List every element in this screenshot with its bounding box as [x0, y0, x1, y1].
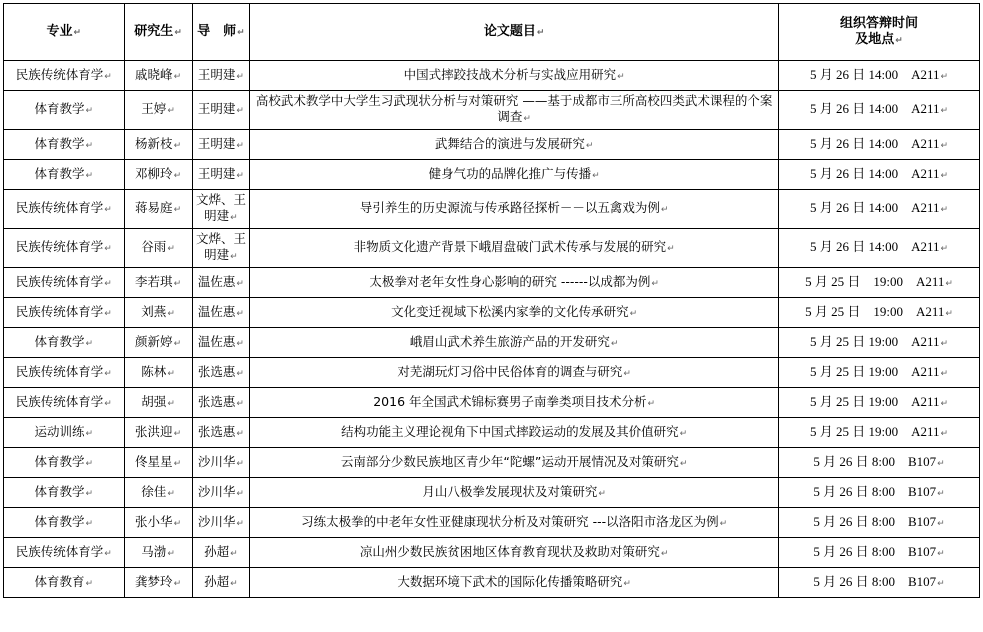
- time-location-cell: 5 月 26 日 14:00 A211↵: [779, 130, 980, 160]
- advisor-cell: 孙超↵: [192, 538, 250, 568]
- table-row: [4, 388, 980, 418]
- title-cell: 高校武术教学中大学生习武现状分析与对策研究 ——基于成都市三所高校四类武术课程的个案调查↵: [250, 91, 779, 130]
- title-cell: 峨眉山武术养生旅游产品的开发研究↵: [250, 328, 779, 358]
- student-text: 胡强: [141, 393, 167, 409]
- title-text: 结构功能主义理论视角下中国式摔跤运动的发展及其价值研究: [341, 423, 679, 439]
- advisor-cell: 孙超↵: [192, 568, 250, 598]
- advisor-cell: 王明建↵: [192, 130, 250, 160]
- title-text: 云南部分少数民族地区青少年“陀螺”运动开展情况及对策研究: [340, 453, 679, 469]
- table-body: [4, 61, 980, 598]
- title-cell: 非物质文化遗产背景下峨眉盘破门武术传承与发展的研究↵: [250, 229, 779, 268]
- title-cell: 2016 年全国武术锦标赛男子南拳类项目技术分析↵: [250, 388, 779, 418]
- time-location-cell: 5 月 26 日 8:00 B107↵: [779, 478, 980, 508]
- advisor-text: 王明建: [197, 66, 236, 82]
- major-cell: 体育教学↵: [4, 160, 125, 190]
- major-text: 体育教育: [34, 573, 85, 589]
- title-text: 2016 年全国武术锦标赛男子南拳类项目技术分析: [373, 393, 647, 409]
- title-cell: 武舞结合的演进与发展研究↵: [250, 130, 779, 160]
- major-text: 民族传统体育学: [15, 200, 104, 215]
- table-row: [4, 538, 980, 568]
- time-location-cell: 5 月 25 日 19:00 A211↵: [779, 418, 980, 448]
- student-text: 张小华: [135, 513, 173, 529]
- advisor-text: 孙超: [204, 573, 230, 589]
- table-row: [4, 328, 980, 358]
- time-text: 5 月 26 日 14:00 A211: [809, 165, 940, 181]
- time-text: 5 月 25 日 19:00 A211: [805, 273, 945, 289]
- advisor-cell: 张选惠↵: [192, 388, 250, 418]
- time-text: 5 月 26 日 14:00 A211: [809, 239, 940, 254]
- time-location-cell: 5 月 26 日 8:00 B107↵: [779, 508, 980, 538]
- header-row: [4, 4, 980, 61]
- time-location-cell: 5 月 26 日 14:00 A211↵: [779, 160, 980, 190]
- student-text: 徐佳: [141, 483, 167, 499]
- time-text: 5 月 26 日 8:00 B107: [813, 483, 937, 499]
- advisor-cell: 王明建↵: [192, 91, 250, 130]
- table-row: [4, 418, 980, 448]
- table-row: [4, 130, 980, 160]
- major-text: 体育教学: [34, 135, 85, 151]
- major-text: 体育教学: [34, 101, 85, 116]
- time-location-cell: 5 月 25 日 19:00 A211↵: [779, 388, 980, 418]
- advisor-cell: 张选惠↵: [192, 418, 250, 448]
- title-text: 文化变迁视域下松溪内家拳的文化传承研究: [391, 303, 629, 319]
- table-row: [4, 568, 980, 598]
- time-location-cell: 5 月 25 日 19:00 A211↵: [779, 298, 980, 328]
- time-text: 5 月 26 日 14:00 A211: [809, 101, 940, 116]
- defense-schedule-table: [3, 3, 980, 598]
- student-cell: 戚晓峰↵: [124, 61, 192, 91]
- student-cell: 杨新枝↵: [124, 130, 192, 160]
- title-cell: 大数据环境下武术的国际化传播策略研究↵: [250, 568, 779, 598]
- title-text: 月山八极拳发展现状及对策研究: [422, 483, 598, 499]
- advisor-text: 孙超: [204, 543, 230, 559]
- major-cell: 体育教育↵: [4, 568, 125, 598]
- time-text: 5 月 25 日 19:00 A211: [809, 363, 940, 379]
- header-major: 专业↵: [4, 4, 125, 61]
- major-cell: 体育教学↵: [4, 328, 125, 358]
- title-cell: 中国式摔跤技战术分析与实战应用研究↵: [250, 61, 779, 91]
- time-text: 5 月 26 日 8:00 B107: [813, 513, 937, 529]
- title-cell: 结构功能主义理论视角下中国式摔跤运动的发展及其价值研究↵: [250, 418, 779, 448]
- student-text: 马渤: [141, 543, 167, 559]
- table-row: [4, 448, 980, 478]
- time-text: 5 月 26 日 14:00 A211: [809, 200, 940, 215]
- student-cell: 马渤↵: [124, 538, 192, 568]
- time-location-cell: 5 月 26 日 8:00 B107↵: [779, 568, 980, 598]
- advisor-cell: 沙川华↵: [192, 448, 250, 478]
- major-cell: 运动训练↵: [4, 418, 125, 448]
- title-cell: 导引养生的历史源流与传承路径探析－－以五禽戏为例↵: [250, 190, 779, 229]
- time-text: 5 月 26 日 8:00 B107: [813, 543, 937, 559]
- advisor-cell: 张选惠↵: [192, 358, 250, 388]
- advisor-text: 温佐惠: [197, 273, 236, 289]
- student-text: 蒋易庭: [135, 200, 173, 215]
- major-text: 民族传统体育学: [15, 66, 104, 82]
- title-cell: 习练太极拳的中老年女性亚健康现状分析及对策研究 ---以洛阳市洛龙区为例↵: [250, 508, 779, 538]
- title-text: 高校武术教学中大学生习武现状分析与对策研究 ——基于成都市三所高校四类武术课程的个案调查: [255, 93, 773, 124]
- title-cell: 云南部分少数民族地区青少年“陀螺”运动开展情况及对策研究↵: [250, 448, 779, 478]
- major-cell: 体育教学↵: [4, 448, 125, 478]
- student-text: 邓柳玲: [135, 165, 173, 181]
- major-cell: 民族传统体育学↵: [4, 298, 125, 328]
- student-text: 谷雨: [141, 239, 167, 254]
- student-cell: 蒋易庭↵: [124, 190, 192, 229]
- student-cell: 张洪迎↵: [124, 418, 192, 448]
- major-cell: 民族传统体育学↵: [4, 538, 125, 568]
- major-cell: 体育教学↵: [4, 508, 125, 538]
- major-cell: 民族传统体育学↵: [4, 268, 125, 298]
- student-cell: 谷雨↵: [124, 229, 192, 268]
- advisor-text: 王明建: [197, 135, 236, 151]
- major-cell: 体育教学↵: [4, 130, 125, 160]
- time-text: 5 月 26 日 14:00 A211: [809, 135, 940, 151]
- header-title: 论文题目↵: [250, 4, 779, 61]
- title-text: 武舞结合的演进与发展研究: [434, 135, 585, 151]
- advisor-text: 沙川华: [197, 513, 236, 529]
- major-text: 民族传统体育学: [15, 303, 104, 319]
- header-time-line1: 组织答辩时间: [839, 15, 918, 31]
- advisor-text: 文烨、王明建: [195, 231, 246, 262]
- time-location-cell: 5 月 25 日 19:00 A211↵: [779, 328, 980, 358]
- major-text: 民族传统体育学: [15, 239, 104, 254]
- student-cell: 刘燕↵: [124, 298, 192, 328]
- table-row: [4, 229, 980, 268]
- title-text: 凉山州少数民族贫困地区体育教育现状及救助对策研究: [359, 543, 660, 559]
- time-text: 5 月 26 日 14:00 A211: [809, 66, 940, 82]
- major-text: 民族传统体育学: [15, 543, 104, 559]
- advisor-text: 张选惠: [197, 393, 236, 409]
- major-text: 民族传统体育学: [15, 393, 104, 409]
- time-text: 5 月 26 日 8:00 B107: [813, 453, 937, 469]
- advisor-cell: 温佐惠↵: [192, 298, 250, 328]
- advisor-cell: 王明建↵: [192, 61, 250, 91]
- major-text: 体育教学: [34, 333, 85, 349]
- time-location-cell: 5 月 26 日 14:00 A211↵: [779, 91, 980, 130]
- advisor-text: 王明建: [197, 165, 236, 181]
- advisor-cell: 文烨、王明建↵: [192, 229, 250, 268]
- advisor-cell: 文烨、王明建↵: [192, 190, 250, 229]
- header-time-location: [779, 4, 980, 61]
- advisor-cell: 沙川华↵: [192, 508, 250, 538]
- student-text: 王婷: [141, 101, 167, 116]
- major-cell: 民族传统体育学↵: [4, 190, 125, 229]
- table-row: [4, 478, 980, 508]
- table-row: [4, 190, 980, 229]
- advisor-text: 张选惠: [197, 423, 236, 439]
- major-text: 民族传统体育学: [15, 273, 104, 289]
- table-row: [4, 298, 980, 328]
- advisor-text: 沙川华: [197, 483, 236, 499]
- student-cell: 徐佳↵: [124, 478, 192, 508]
- time-location-cell: 5 月 26 日 8:00 B107↵: [779, 448, 980, 478]
- time-location-cell: 5 月 26 日 14:00 A211↵: [779, 229, 980, 268]
- title-cell: 凉山州少数民族贫困地区体育教育现状及救助对策研究↵: [250, 538, 779, 568]
- student-text: 陈林: [141, 363, 167, 379]
- student-text: 张洪迎: [135, 423, 173, 439]
- advisor-cell: 沙川华↵: [192, 478, 250, 508]
- major-text: 体育教学: [34, 483, 85, 499]
- title-text: 太极拳对老年女性身心影响的研究 ------以成都为例: [369, 273, 651, 289]
- table-row: [4, 91, 980, 130]
- student-cell: 张小华↵: [124, 508, 192, 538]
- major-cell: 民族传统体育学↵: [4, 229, 125, 268]
- advisor-text: 王明建: [197, 101, 236, 116]
- time-location-cell: 5 月 25 日 19:00 A211↵: [779, 358, 980, 388]
- student-cell: 胡强↵: [124, 388, 192, 418]
- time-text: 5 月 25 日 19:00 A211: [809, 333, 940, 349]
- time-location-cell: 5 月 25 日 19:00 A211↵: [779, 268, 980, 298]
- title-cell: 太极拳对老年女性身心影响的研究 ------以成都为例↵: [250, 268, 779, 298]
- time-text: 5 月 26 日 8:00 B107: [813, 573, 937, 589]
- table-row: [4, 160, 980, 190]
- title-text: 峨眉山武术养生旅游产品的开发研究: [409, 333, 610, 349]
- time-text: 5 月 25 日 19:00 A211: [805, 303, 945, 319]
- advisor-text: 温佐惠: [197, 333, 236, 349]
- student-cell: 佟星星↵: [124, 448, 192, 478]
- title-text: 大数据环境下武术的国际化传播策略研究: [397, 573, 623, 589]
- header-student: 研究生↵: [124, 4, 192, 61]
- time-location-cell: 5 月 26 日 8:00 B107↵: [779, 538, 980, 568]
- student-text: 刘燕: [141, 303, 167, 319]
- table-row: [4, 358, 980, 388]
- student-text: 李若琪: [135, 273, 173, 289]
- student-text: 杨新枝: [135, 135, 173, 151]
- student-cell: 颜新婷↵: [124, 328, 192, 358]
- advisor-text: 沙川华: [197, 453, 236, 469]
- title-text: 中国式摔跤技战术分析与实战应用研究: [403, 66, 617, 82]
- title-cell: 文化变迁视域下松溪内家拳的文化传承研究↵: [250, 298, 779, 328]
- title-cell: 月山八极拳发展现状及对策研究↵: [250, 478, 779, 508]
- major-cell: 民族传统体育学↵: [4, 358, 125, 388]
- title-text: 习练太极拳的中老年女性亚健康现状分析及对策研究 ---以洛阳市洛龙区为例: [301, 513, 719, 529]
- title-cell: 对芜湖玩灯习俗中民俗体育的调查与研究↵: [250, 358, 779, 388]
- time-location-cell: 5 月 26 日 14:00 A211↵: [779, 190, 980, 229]
- table-row: [4, 61, 980, 91]
- major-cell: 体育教学↵: [4, 478, 125, 508]
- student-cell: 李若琪↵: [124, 268, 192, 298]
- time-text: 5 月 25 日 19:00 A211: [809, 423, 940, 439]
- advisor-cell: 王明建↵: [192, 160, 250, 190]
- table-row: [4, 268, 980, 298]
- advisor-text: 温佐惠: [197, 303, 236, 319]
- major-text: 民族传统体育学: [15, 363, 104, 379]
- title-cell: 健身气功的品牌化推广与传播↵: [250, 160, 779, 190]
- major-text: 体育教学: [34, 453, 85, 469]
- major-cell: 民族传统体育学↵: [4, 388, 125, 418]
- title-text: 非物质文化遗产背景下峨眉盘破门武术传承与发展的研究: [353, 239, 667, 254]
- major-text: 体育教学: [34, 513, 85, 529]
- student-cell: 邓柳玲↵: [124, 160, 192, 190]
- major-text: 体育教学: [34, 165, 85, 181]
- student-text: 佟星星: [135, 453, 173, 469]
- student-cell: 陈林↵: [124, 358, 192, 388]
- major-cell: 民族传统体育学↵: [4, 61, 125, 91]
- major-cell: 体育教学↵: [4, 91, 125, 130]
- student-cell: 王婷↵: [124, 91, 192, 130]
- student-cell: 龚梦玲↵: [124, 568, 192, 598]
- student-text: 龚梦玲: [135, 573, 173, 589]
- table-row: [4, 508, 980, 538]
- advisor-text: 文烨、王明建: [195, 192, 246, 223]
- advisor-text: 张选惠: [197, 363, 236, 379]
- title-text: 导引养生的历史源流与传承路径探析－－以五禽戏为例: [359, 200, 660, 215]
- time-location-cell: 5 月 26 日 14:00 A211↵: [779, 61, 980, 91]
- advisor-cell: 温佐惠↵: [192, 268, 250, 298]
- header-time-line2: 及地点↵: [855, 31, 903, 47]
- time-text: 5 月 25 日 19:00 A211: [809, 393, 940, 409]
- header-advisor: 导 师↵: [192, 4, 250, 61]
- title-text: 对芜湖玩灯习俗中民俗体育的调查与研究: [397, 363, 623, 379]
- title-text: 健身气功的品牌化推广与传播: [428, 165, 592, 181]
- major-text: 运动训练: [34, 423, 85, 439]
- student-text: 戚晓峰: [135, 66, 173, 82]
- student-text: 颜新婷: [135, 333, 173, 349]
- advisor-cell: 温佐惠↵: [192, 328, 250, 358]
